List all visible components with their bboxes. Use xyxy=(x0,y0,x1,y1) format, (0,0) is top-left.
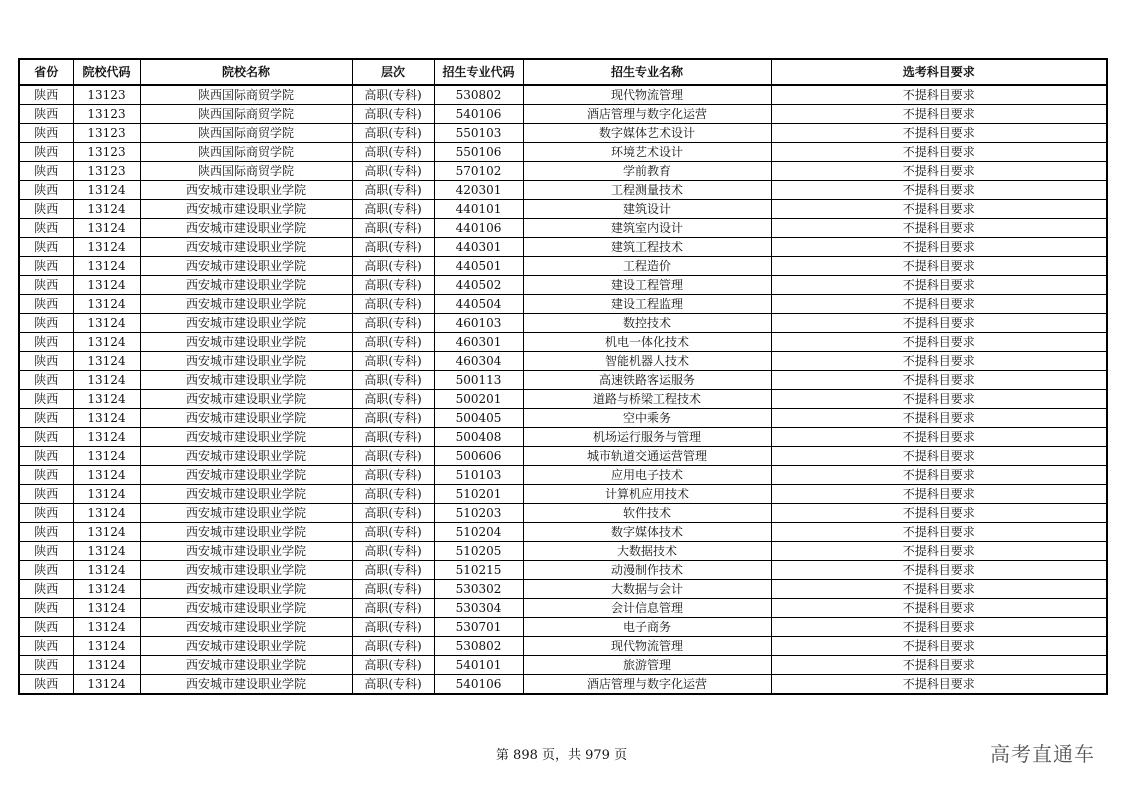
table-row xyxy=(19,314,1107,333)
level-cell: 高职(专科) xyxy=(352,504,434,523)
school-name-cell: 西安城市建设职业学院 xyxy=(140,599,352,618)
level-cell: 高职(专科) xyxy=(352,162,434,181)
subject-requirement-cell: 不提科目要求 xyxy=(771,466,1107,485)
level-cell: 高职(专科) xyxy=(352,561,434,580)
table-row xyxy=(19,504,1107,523)
school-code-cell: 13123 xyxy=(73,143,140,162)
header-cell-school-code: 院校代码 xyxy=(73,59,140,85)
province-cell: 陕西 xyxy=(19,580,73,599)
school-code-cell: 13123 xyxy=(73,105,140,124)
level-cell: 高职(专科) xyxy=(352,257,434,276)
table-row xyxy=(19,428,1107,447)
school-name-cell: 陕西国际商贸学院 xyxy=(140,124,352,143)
major-name-cell: 软件技术 xyxy=(523,504,771,523)
level-cell: 高职(专科) xyxy=(352,352,434,371)
school-name-cell: 西安城市建设职业学院 xyxy=(140,352,352,371)
subject-requirement-cell: 不提科目要求 xyxy=(771,85,1107,105)
table-row xyxy=(19,333,1107,352)
table-row xyxy=(19,105,1107,124)
province-cell: 陕西 xyxy=(19,295,73,314)
school-name-cell: 陕西国际商贸学院 xyxy=(140,162,352,181)
major-name-cell: 电子商务 xyxy=(523,618,771,637)
table-row xyxy=(19,523,1107,542)
level-cell: 高职(专科) xyxy=(352,447,434,466)
major-code-cell: 440504 xyxy=(434,295,523,314)
school-code-cell: 13124 xyxy=(73,447,140,466)
school-name-cell: 西安城市建设职业学院 xyxy=(140,504,352,523)
province-cell: 陕西 xyxy=(19,181,73,200)
major-code-cell: 510204 xyxy=(434,523,523,542)
subject-requirement-cell: 不提科目要求 xyxy=(771,295,1107,314)
province-cell: 陕西 xyxy=(19,314,73,333)
level-cell: 高职(专科) xyxy=(352,105,434,124)
major-code-cell: 530302 xyxy=(434,580,523,599)
subject-requirement-cell: 不提科目要求 xyxy=(771,447,1107,466)
school-code-cell: 13124 xyxy=(73,675,140,695)
province-cell: 陕西 xyxy=(19,257,73,276)
table-row xyxy=(19,409,1107,428)
table-row xyxy=(19,618,1107,637)
subject-requirement-cell: 不提科目要求 xyxy=(771,333,1107,352)
school-code-cell: 13124 xyxy=(73,295,140,314)
level-cell: 高职(专科) xyxy=(352,371,434,390)
table-body xyxy=(19,85,1107,694)
major-code-cell: 510203 xyxy=(434,504,523,523)
table-row xyxy=(19,637,1107,656)
school-code-cell: 13124 xyxy=(73,485,140,504)
table-row xyxy=(19,371,1107,390)
province-cell: 陕西 xyxy=(19,238,73,257)
level-cell: 高职(专科) xyxy=(352,85,434,105)
major-name-cell: 数字媒体技术 xyxy=(523,523,771,542)
province-cell: 陕西 xyxy=(19,200,73,219)
level-cell: 高职(专科) xyxy=(352,124,434,143)
level-cell: 高职(专科) xyxy=(352,656,434,675)
level-cell: 高职(专科) xyxy=(352,409,434,428)
major-code-cell: 530802 xyxy=(434,85,523,105)
school-code-cell: 13124 xyxy=(73,352,140,371)
major-name-cell: 机场运行服务与管理 xyxy=(523,428,771,447)
school-code-cell: 13124 xyxy=(73,314,140,333)
province-cell: 陕西 xyxy=(19,352,73,371)
major-code-cell: 540101 xyxy=(434,656,523,675)
school-code-cell: 13124 xyxy=(73,618,140,637)
major-name-cell: 动漫制作技术 xyxy=(523,561,771,580)
school-code-cell: 13124 xyxy=(73,257,140,276)
table-row xyxy=(19,390,1107,409)
school-name-cell: 西安城市建设职业学院 xyxy=(140,637,352,656)
level-cell: 高职(专科) xyxy=(352,599,434,618)
major-name-cell: 机电一体化技术 xyxy=(523,333,771,352)
school-code-cell: 13124 xyxy=(73,219,140,238)
subject-requirement-cell: 不提科目要求 xyxy=(771,504,1107,523)
header-cell-major-name: 招生专业名称 xyxy=(523,59,771,85)
level-cell: 高职(专科) xyxy=(352,181,434,200)
major-code-cell: 550103 xyxy=(434,124,523,143)
school-name-cell: 西安城市建设职业学院 xyxy=(140,371,352,390)
province-cell: 陕西 xyxy=(19,561,73,580)
table-row xyxy=(19,85,1107,105)
school-name-cell: 陕西国际商贸学院 xyxy=(140,143,352,162)
table-row xyxy=(19,599,1107,618)
admissions-table-container xyxy=(18,58,1106,695)
school-code-cell: 13123 xyxy=(73,162,140,181)
school-code-cell: 13124 xyxy=(73,542,140,561)
school-name-cell: 西安城市建设职业学院 xyxy=(140,561,352,580)
header-cell-major-code: 招生专业代码 xyxy=(434,59,523,85)
table-row xyxy=(19,561,1107,580)
major-name-cell: 建筑工程技术 xyxy=(523,238,771,257)
subject-requirement-cell: 不提科目要求 xyxy=(771,181,1107,200)
major-name-cell: 会计信息管理 xyxy=(523,599,771,618)
level-cell: 高职(专科) xyxy=(352,314,434,333)
school-name-cell: 西安城市建设职业学院 xyxy=(140,257,352,276)
major-code-cell: 500113 xyxy=(434,371,523,390)
school-name-cell: 西安城市建设职业学院 xyxy=(140,409,352,428)
major-name-cell: 应用电子技术 xyxy=(523,466,771,485)
table-row xyxy=(19,200,1107,219)
subject-requirement-cell: 不提科目要求 xyxy=(771,390,1107,409)
level-cell: 高职(专科) xyxy=(352,238,434,257)
subject-requirement-cell: 不提科目要求 xyxy=(771,314,1107,333)
province-cell: 陕西 xyxy=(19,105,73,124)
level-cell: 高职(专科) xyxy=(352,295,434,314)
major-name-cell: 工程测量技术 xyxy=(523,181,771,200)
province-cell: 陕西 xyxy=(19,485,73,504)
school-code-cell: 13124 xyxy=(73,390,140,409)
major-name-cell: 现代物流管理 xyxy=(523,637,771,656)
major-code-cell: 440101 xyxy=(434,200,523,219)
major-name-cell: 建设工程管理 xyxy=(523,276,771,295)
level-cell: 高职(专科) xyxy=(352,523,434,542)
subject-requirement-cell: 不提科目要求 xyxy=(771,523,1107,542)
table-row xyxy=(19,675,1107,695)
major-name-cell: 数字媒体艺术设计 xyxy=(523,124,771,143)
header-cell-province: 省份 xyxy=(19,59,73,85)
table-row xyxy=(19,124,1107,143)
level-cell: 高职(专科) xyxy=(352,219,434,238)
major-name-cell: 高速铁路客运服务 xyxy=(523,371,771,390)
province-cell: 陕西 xyxy=(19,124,73,143)
major-code-cell: 530304 xyxy=(434,599,523,618)
header-row xyxy=(19,59,1107,85)
level-cell: 高职(专科) xyxy=(352,675,434,695)
province-cell: 陕西 xyxy=(19,656,73,675)
province-cell: 陕西 xyxy=(19,523,73,542)
subject-requirement-cell: 不提科目要求 xyxy=(771,485,1107,504)
level-cell: 高职(专科) xyxy=(352,637,434,656)
school-name-cell: 西安城市建设职业学院 xyxy=(140,314,352,333)
major-name-cell: 数控技术 xyxy=(523,314,771,333)
table-row xyxy=(19,219,1107,238)
school-code-cell: 13124 xyxy=(73,561,140,580)
school-name-cell: 西安城市建设职业学院 xyxy=(140,466,352,485)
school-code-cell: 13124 xyxy=(73,523,140,542)
table-row xyxy=(19,162,1107,181)
header-cell-school-name: 院校名称 xyxy=(140,59,352,85)
major-code-cell: 510103 xyxy=(434,466,523,485)
major-code-cell: 510201 xyxy=(434,485,523,504)
major-code-cell: 440106 xyxy=(434,219,523,238)
province-cell: 陕西 xyxy=(19,504,73,523)
province-cell: 陕西 xyxy=(19,599,73,618)
major-code-cell: 530701 xyxy=(434,618,523,637)
level-cell: 高职(专科) xyxy=(352,466,434,485)
major-name-cell: 智能机器人技术 xyxy=(523,352,771,371)
province-cell: 陕西 xyxy=(19,409,73,428)
subject-requirement-cell: 不提科目要求 xyxy=(771,580,1107,599)
school-code-cell: 13124 xyxy=(73,504,140,523)
school-code-cell: 13124 xyxy=(73,333,140,352)
major-code-cell: 500408 xyxy=(434,428,523,447)
major-name-cell: 现代物流管理 xyxy=(523,85,771,105)
school-name-cell: 西安城市建设职业学院 xyxy=(140,447,352,466)
major-name-cell: 空中乘务 xyxy=(523,409,771,428)
subject-requirement-cell: 不提科目要求 xyxy=(771,162,1107,181)
school-name-cell: 西安城市建设职业学院 xyxy=(140,238,352,257)
major-name-cell: 城市轨道交通运营管理 xyxy=(523,447,771,466)
province-cell: 陕西 xyxy=(19,371,73,390)
header-cell-subject-requirement: 选考科目要求 xyxy=(771,59,1107,85)
level-cell: 高职(专科) xyxy=(352,580,434,599)
major-code-cell: 440502 xyxy=(434,276,523,295)
table-row xyxy=(19,466,1107,485)
major-code-cell: 460103 xyxy=(434,314,523,333)
level-cell: 高职(专科) xyxy=(352,428,434,447)
major-name-cell: 建筑室内设计 xyxy=(523,219,771,238)
table-row xyxy=(19,257,1107,276)
level-cell: 高职(专科) xyxy=(352,618,434,637)
school-name-cell: 西安城市建设职业学院 xyxy=(140,295,352,314)
school-name-cell: 西安城市建设职业学院 xyxy=(140,200,352,219)
table-row xyxy=(19,295,1107,314)
major-name-cell: 酒店管理与数字化运营 xyxy=(523,675,771,695)
school-name-cell: 西安城市建设职业学院 xyxy=(140,542,352,561)
admissions-table xyxy=(18,58,1108,695)
province-cell: 陕西 xyxy=(19,162,73,181)
subject-requirement-cell: 不提科目要求 xyxy=(771,637,1107,656)
province-cell: 陕西 xyxy=(19,390,73,409)
major-code-cell: 510215 xyxy=(434,561,523,580)
table-row xyxy=(19,143,1107,162)
school-name-cell: 西安城市建设职业学院 xyxy=(140,656,352,675)
subject-requirement-cell: 不提科目要求 xyxy=(771,409,1107,428)
school-name-cell: 西安城市建设职业学院 xyxy=(140,333,352,352)
province-cell: 陕西 xyxy=(19,637,73,656)
major-name-cell: 环境艺术设计 xyxy=(523,143,771,162)
school-name-cell: 西安城市建设职业学院 xyxy=(140,523,352,542)
major-code-cell: 510205 xyxy=(434,542,523,561)
level-cell: 高职(专科) xyxy=(352,333,434,352)
school-code-cell: 13124 xyxy=(73,580,140,599)
province-cell: 陕西 xyxy=(19,428,73,447)
major-name-cell: 建设工程监理 xyxy=(523,295,771,314)
province-cell: 陕西 xyxy=(19,447,73,466)
subject-requirement-cell: 不提科目要求 xyxy=(771,656,1107,675)
province-cell: 陕西 xyxy=(19,333,73,352)
major-code-cell: 420301 xyxy=(434,181,523,200)
major-name-cell: 大数据与会计 xyxy=(523,580,771,599)
major-code-cell: 460301 xyxy=(434,333,523,352)
school-code-cell: 13124 xyxy=(73,409,140,428)
school-code-cell: 13124 xyxy=(73,276,140,295)
major-code-cell: 540106 xyxy=(434,105,523,124)
level-cell: 高职(专科) xyxy=(352,390,434,409)
table-row xyxy=(19,181,1107,200)
province-cell: 陕西 xyxy=(19,143,73,162)
province-cell: 陕西 xyxy=(19,466,73,485)
school-code-cell: 13123 xyxy=(73,124,140,143)
province-cell: 陕西 xyxy=(19,85,73,105)
table-row xyxy=(19,580,1107,599)
school-code-cell: 13123 xyxy=(73,85,140,105)
subject-requirement-cell: 不提科目要求 xyxy=(771,257,1107,276)
province-cell: 陕西 xyxy=(19,618,73,637)
major-code-cell: 500201 xyxy=(434,390,523,409)
school-name-cell: 西安城市建设职业学院 xyxy=(140,428,352,447)
school-code-cell: 13124 xyxy=(73,181,140,200)
table-row xyxy=(19,352,1107,371)
school-name-cell: 西安城市建设职业学院 xyxy=(140,618,352,637)
province-cell: 陕西 xyxy=(19,276,73,295)
major-code-cell: 570102 xyxy=(434,162,523,181)
school-name-cell: 西安城市建设职业学院 xyxy=(140,580,352,599)
table-row xyxy=(19,447,1107,466)
subject-requirement-cell: 不提科目要求 xyxy=(771,428,1107,447)
school-name-cell: 西安城市建设职业学院 xyxy=(140,276,352,295)
subject-requirement-cell: 不提科目要求 xyxy=(771,143,1107,162)
major-name-cell: 旅游管理 xyxy=(523,656,771,675)
table-row xyxy=(19,485,1107,504)
province-cell: 陕西 xyxy=(19,675,73,695)
table-row xyxy=(19,276,1107,295)
table-row xyxy=(19,542,1107,561)
subject-requirement-cell: 不提科目要求 xyxy=(771,542,1107,561)
school-code-cell: 13124 xyxy=(73,656,140,675)
province-cell: 陕西 xyxy=(19,542,73,561)
subject-requirement-cell: 不提科目要求 xyxy=(771,200,1107,219)
level-cell: 高职(专科) xyxy=(352,143,434,162)
table-header xyxy=(19,59,1107,85)
school-name-cell: 陕西国际商贸学院 xyxy=(140,105,352,124)
school-code-cell: 13124 xyxy=(73,637,140,656)
level-cell: 高职(专科) xyxy=(352,542,434,561)
school-code-cell: 13124 xyxy=(73,238,140,257)
subject-requirement-cell: 不提科目要求 xyxy=(771,618,1107,637)
subject-requirement-cell: 不提科目要求 xyxy=(771,124,1107,143)
level-cell: 高职(专科) xyxy=(352,276,434,295)
subject-requirement-cell: 不提科目要求 xyxy=(771,561,1107,580)
school-name-cell: 西安城市建设职业学院 xyxy=(140,181,352,200)
school-code-cell: 13124 xyxy=(73,428,140,447)
subject-requirement-cell: 不提科目要求 xyxy=(771,352,1107,371)
major-name-cell: 道路与桥梁工程技术 xyxy=(523,390,771,409)
major-name-cell: 计算机应用技术 xyxy=(523,485,771,504)
school-name-cell: 陕西国际商贸学院 xyxy=(140,85,352,105)
level-cell: 高职(专科) xyxy=(352,485,434,504)
page-number-footer: 第 898 页，共 979 页 xyxy=(495,748,628,763)
major-name-cell: 学前教育 xyxy=(523,162,771,181)
major-name-cell: 建筑设计 xyxy=(523,200,771,219)
school-name-cell: 西安城市建设职业学院 xyxy=(140,675,352,695)
subject-requirement-cell: 不提科目要求 xyxy=(771,599,1107,618)
major-code-cell: 500606 xyxy=(434,447,523,466)
subject-requirement-cell: 不提科目要求 xyxy=(771,371,1107,390)
major-code-cell: 530802 xyxy=(434,637,523,656)
subject-requirement-cell: 不提科目要求 xyxy=(771,238,1107,257)
major-code-cell: 440501 xyxy=(434,257,523,276)
subject-requirement-cell: 不提科目要求 xyxy=(771,219,1107,238)
subject-requirement-cell: 不提科目要求 xyxy=(771,675,1107,695)
major-name-cell: 酒店管理与数字化运营 xyxy=(523,105,771,124)
table-row xyxy=(19,238,1107,257)
school-code-cell: 13124 xyxy=(73,599,140,618)
major-code-cell: 500405 xyxy=(434,409,523,428)
major-code-cell: 440301 xyxy=(434,238,523,257)
school-name-cell: 西安城市建设职业学院 xyxy=(140,390,352,409)
school-code-cell: 13124 xyxy=(73,371,140,390)
subject-requirement-cell: 不提科目要求 xyxy=(771,276,1107,295)
major-name-cell: 工程造价 xyxy=(523,257,771,276)
subject-requirement-cell: 不提科目要求 xyxy=(771,105,1107,124)
school-code-cell: 13124 xyxy=(73,200,140,219)
school-name-cell: 西安城市建设职业学院 xyxy=(140,219,352,238)
level-cell: 高职(专科) xyxy=(352,200,434,219)
watermark-text: 高考直通车 xyxy=(990,742,1095,766)
province-cell: 陕西 xyxy=(19,219,73,238)
school-code-cell: 13124 xyxy=(73,466,140,485)
major-code-cell: 550106 xyxy=(434,143,523,162)
table-row xyxy=(19,656,1107,675)
major-code-cell: 540106 xyxy=(434,675,523,695)
major-code-cell: 460304 xyxy=(434,352,523,371)
major-name-cell: 大数据技术 xyxy=(523,542,771,561)
header-cell-level: 层次 xyxy=(352,59,434,85)
school-name-cell: 西安城市建设职业学院 xyxy=(140,485,352,504)
